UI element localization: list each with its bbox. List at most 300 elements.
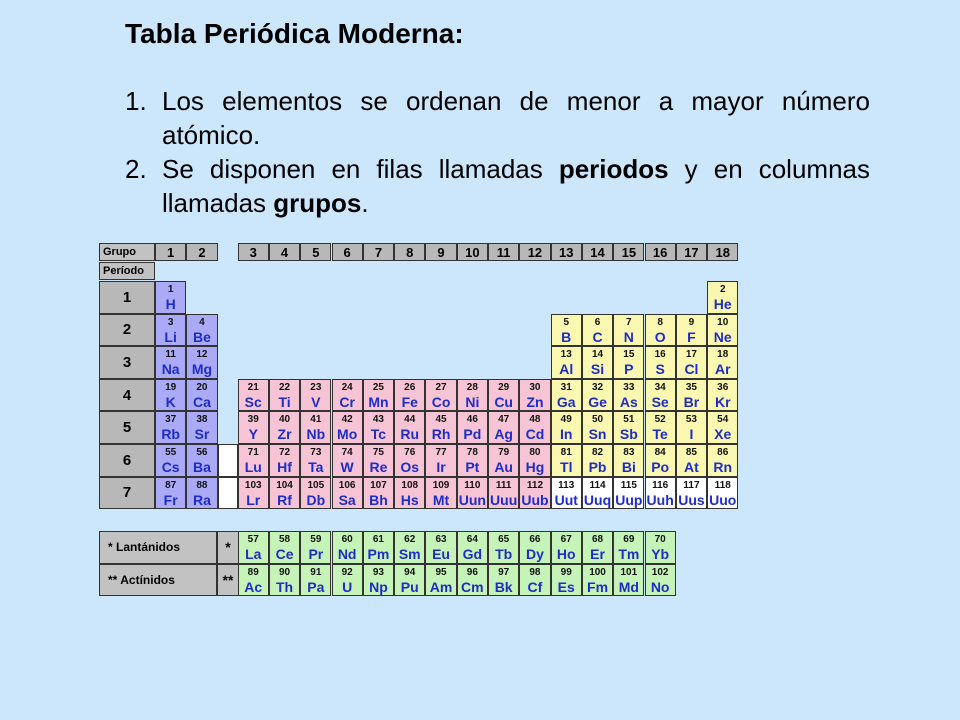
element-symbol: Uuh bbox=[646, 491, 674, 508]
element-symbol: Pr bbox=[308, 546, 324, 562]
element-Te bbox=[645, 411, 676, 444]
placeholder-cell-7 bbox=[218, 477, 238, 510]
element-Zr bbox=[269, 411, 300, 444]
atomic-number: 34 bbox=[654, 381, 666, 393]
element-symbol: Cu bbox=[494, 393, 513, 410]
element-Tm bbox=[613, 531, 644, 564]
element-symbol: Po bbox=[651, 459, 670, 475]
element-Br bbox=[676, 379, 707, 412]
element-symbol: Uus bbox=[678, 491, 705, 508]
atomic-number: 43 bbox=[372, 414, 384, 426]
atomic-number: 33 bbox=[623, 381, 635, 393]
element-symbol: Gd bbox=[462, 546, 483, 562]
atomic-number: 41 bbox=[310, 414, 322, 426]
element-symbol: Ac bbox=[244, 578, 263, 595]
element-Fr bbox=[155, 477, 186, 510]
element-symbol: Ar bbox=[714, 361, 731, 378]
element-symbol: Bh bbox=[369, 491, 388, 508]
element-As bbox=[613, 379, 644, 412]
element-symbol: Np bbox=[369, 578, 388, 595]
atomic-number: 67 bbox=[560, 534, 572, 545]
element-Pb bbox=[582, 444, 613, 477]
element-Se bbox=[645, 379, 676, 412]
atomic-number: 110 bbox=[464, 479, 481, 491]
element-symbol: Uun bbox=[458, 491, 486, 508]
element-symbol: B bbox=[561, 328, 572, 345]
element-U bbox=[332, 564, 363, 597]
element-H bbox=[155, 281, 186, 314]
atomic-number: 63 bbox=[435, 534, 447, 545]
atomic-number: 22 bbox=[278, 381, 291, 393]
element-Np bbox=[363, 564, 394, 597]
element-Es bbox=[551, 564, 582, 597]
atomic-number: 78 bbox=[466, 447, 478, 458]
atomic-number: 80 bbox=[529, 447, 541, 458]
group-header-5: 5 bbox=[300, 243, 331, 261]
atomic-number: 74 bbox=[341, 447, 353, 458]
element-symbol: As bbox=[619, 393, 638, 410]
element-Ra bbox=[186, 477, 217, 510]
element-symbol: Nb bbox=[306, 426, 326, 443]
element-symbol: Tc bbox=[370, 426, 387, 443]
atomic-number: 14 bbox=[591, 349, 604, 361]
atomic-number: 98 bbox=[529, 566, 541, 578]
atomic-number: 39 bbox=[247, 414, 259, 426]
group-header-2: 2 bbox=[186, 243, 217, 261]
element-symbol: Sr bbox=[194, 426, 210, 443]
atomic-number: 42 bbox=[341, 414, 353, 426]
element-I bbox=[676, 411, 707, 444]
element-Ac bbox=[238, 564, 269, 597]
atomic-number: 19 bbox=[165, 381, 177, 393]
element-symbol: Th bbox=[275, 578, 294, 595]
group-header-6: 6 bbox=[332, 243, 363, 261]
element-symbol: Xe bbox=[714, 426, 732, 443]
atomic-number: 94 bbox=[404, 566, 416, 578]
element-Uuu bbox=[488, 477, 519, 510]
element-Nd bbox=[332, 531, 363, 564]
atomic-number: 45 bbox=[435, 414, 447, 426]
element-S bbox=[645, 346, 676, 379]
atomic-number: 27 bbox=[435, 381, 447, 393]
element-symbol: Be bbox=[192, 328, 211, 345]
element-F bbox=[676, 314, 707, 347]
atomic-number: 55 bbox=[165, 447, 177, 458]
element-Dy bbox=[519, 531, 550, 564]
atomic-number: 118 bbox=[714, 479, 731, 491]
element-symbol: Uuq bbox=[583, 491, 612, 508]
element-Md bbox=[613, 564, 644, 597]
element-Ti bbox=[269, 379, 300, 412]
element-Ag bbox=[488, 411, 519, 444]
atomic-number: 36 bbox=[717, 381, 729, 393]
element-symbol: Sn bbox=[588, 426, 607, 443]
element-In bbox=[551, 411, 582, 444]
element-symbol: F bbox=[687, 328, 696, 345]
element-symbol: Uut bbox=[554, 491, 578, 508]
element-symbol: Tl bbox=[560, 459, 573, 475]
element-Uus bbox=[676, 477, 707, 510]
atomic-number: 76 bbox=[404, 447, 416, 458]
element-Si bbox=[582, 346, 613, 379]
atomic-number: 11 bbox=[165, 349, 176, 361]
atomic-number: 46 bbox=[466, 414, 478, 426]
element-Fe bbox=[394, 379, 425, 412]
element-Rh bbox=[425, 411, 456, 444]
atomic-number: 26 bbox=[404, 381, 416, 393]
point-2-number: 2. bbox=[125, 154, 147, 184]
element-Mn bbox=[363, 379, 394, 412]
series-star-lanthanides: * bbox=[217, 531, 239, 564]
atomic-number: 64 bbox=[466, 534, 478, 545]
element-symbol: V bbox=[311, 393, 321, 410]
period-header-label: Período bbox=[99, 262, 155, 280]
element-symbol: Br bbox=[683, 393, 700, 410]
element-symbol: Zr bbox=[277, 426, 292, 443]
element-symbol: Sa bbox=[338, 491, 356, 508]
atomic-number: 107 bbox=[370, 479, 387, 491]
atomic-number: 25 bbox=[372, 381, 384, 393]
atomic-number: 109 bbox=[432, 479, 450, 491]
atomic-number: 113 bbox=[558, 479, 575, 491]
atomic-number: 85 bbox=[685, 447, 697, 458]
element-Uun bbox=[457, 477, 488, 510]
element-symbol: Yb bbox=[651, 546, 670, 562]
element-K bbox=[155, 379, 186, 412]
element-symbol: Si bbox=[590, 361, 605, 378]
atomic-number: 18 bbox=[717, 349, 729, 361]
element-symbol: Rb bbox=[161, 426, 180, 443]
atomic-number: 82 bbox=[591, 447, 604, 458]
element-symbol: Ce bbox=[275, 546, 294, 562]
element-Bi bbox=[613, 444, 644, 477]
element-Re bbox=[363, 444, 394, 477]
element-symbol: Cm bbox=[461, 578, 484, 595]
element-Nb bbox=[300, 411, 331, 444]
atomic-number: 91 bbox=[310, 566, 322, 578]
atomic-number: 83 bbox=[623, 447, 635, 458]
atomic-number: 23 bbox=[310, 381, 322, 393]
element-Pt bbox=[457, 444, 488, 477]
atomic-number: 89 bbox=[247, 566, 259, 578]
element-symbol: N bbox=[623, 328, 634, 345]
element-symbol: Er bbox=[590, 546, 605, 562]
element-Uup bbox=[613, 477, 644, 510]
element-Au bbox=[488, 444, 519, 477]
element-Sc bbox=[238, 379, 269, 412]
element-Bh bbox=[363, 477, 394, 510]
atomic-number: 59 bbox=[310, 534, 322, 545]
element-symbol: Al bbox=[559, 361, 574, 378]
element-symbol: Zn bbox=[526, 393, 544, 410]
atomic-number: 71 bbox=[247, 447, 259, 458]
element-Cs bbox=[155, 444, 186, 477]
group-header-16: 16 bbox=[645, 243, 676, 261]
element-symbol: Li bbox=[164, 328, 177, 345]
atomic-number: 73 bbox=[310, 447, 322, 458]
element-Zn bbox=[519, 379, 550, 412]
atomic-number: 9 bbox=[688, 316, 695, 328]
element-Rn bbox=[707, 444, 738, 477]
element-symbol: Sc bbox=[244, 393, 262, 410]
element-Cd bbox=[519, 411, 550, 444]
element-Cu bbox=[488, 379, 519, 412]
element-C bbox=[582, 314, 613, 347]
element-Mo bbox=[332, 411, 363, 444]
atomic-number: 88 bbox=[196, 479, 208, 491]
element-symbol: Uup bbox=[615, 491, 643, 508]
series-star-actinides: ** bbox=[217, 564, 239, 597]
group-header-4: 4 bbox=[269, 243, 300, 261]
element-Yb bbox=[645, 531, 676, 564]
atomic-number: 103 bbox=[244, 479, 262, 491]
element-He bbox=[707, 281, 738, 314]
atomic-number: 31 bbox=[560, 381, 572, 393]
element-Mg bbox=[186, 346, 217, 379]
series-label-lanthanides: * Lantánidos bbox=[99, 531, 217, 564]
atomic-number: 115 bbox=[620, 479, 637, 491]
element-At bbox=[676, 444, 707, 477]
element-symbol: He bbox=[713, 296, 732, 312]
element-Cr bbox=[332, 379, 363, 412]
atomic-number: 52 bbox=[654, 414, 666, 426]
atomic-number: 49 bbox=[560, 414, 572, 426]
element-symbol: Ti bbox=[278, 393, 291, 410]
element-symbol: Cd bbox=[525, 426, 545, 443]
element-symbol: Mg bbox=[191, 361, 213, 378]
element-Sa bbox=[332, 477, 363, 510]
element-symbol: Na bbox=[161, 361, 180, 378]
atomic-number: 4 bbox=[199, 316, 205, 328]
element-symbol: Sb bbox=[619, 426, 638, 443]
group-header-1: 1 bbox=[155, 243, 186, 261]
atomic-number: 13 bbox=[560, 349, 572, 361]
atomic-number: 102 bbox=[651, 566, 669, 578]
element-symbol: Cl bbox=[684, 361, 699, 378]
element-symbol: U bbox=[342, 578, 353, 595]
element-symbol: Fe bbox=[401, 393, 418, 410]
atomic-number: 32 bbox=[591, 381, 604, 393]
element-Ar bbox=[707, 346, 738, 379]
element-symbol: Tb bbox=[495, 546, 513, 562]
element-Gd bbox=[457, 531, 488, 564]
element-symbol: Dy bbox=[525, 546, 544, 562]
element-symbol: Ru bbox=[400, 426, 420, 443]
element-Cm bbox=[457, 564, 488, 597]
element-symbol: Mo bbox=[337, 426, 358, 443]
element-symbol: Ho bbox=[556, 546, 576, 562]
element-Er bbox=[582, 531, 613, 564]
element-symbol: Ta bbox=[308, 459, 324, 475]
point-1-text: Los elementos se ordenan de menor a mayor número atómico. bbox=[162, 86, 870, 150]
element-symbol: Db bbox=[306, 491, 326, 508]
element-symbol: Sm bbox=[398, 546, 421, 562]
element-Ho bbox=[551, 531, 582, 564]
element-symbol: W bbox=[340, 459, 354, 475]
atomic-number: 50 bbox=[591, 414, 604, 426]
element-symbol: Pm bbox=[367, 546, 390, 562]
element-Pu bbox=[394, 564, 425, 597]
atomic-number: 29 bbox=[498, 381, 510, 393]
atomic-number: 117 bbox=[683, 479, 700, 491]
element-symbol: Pb bbox=[588, 459, 607, 475]
atomic-number: 101 bbox=[620, 566, 638, 578]
element-Tc bbox=[363, 411, 394, 444]
element-Th bbox=[269, 564, 300, 597]
element-symbol: Mt bbox=[432, 491, 450, 508]
element-Po bbox=[645, 444, 676, 477]
element-symbol: Hg bbox=[525, 459, 545, 475]
element-symbol: Fr bbox=[163, 491, 178, 508]
atomic-number: 79 bbox=[498, 447, 510, 458]
element-W bbox=[332, 444, 363, 477]
group-header-label: Grupo bbox=[99, 243, 155, 261]
element-Y bbox=[238, 411, 269, 444]
atomic-number: 3 bbox=[167, 316, 174, 328]
point-2-text-post: . bbox=[361, 188, 369, 218]
element-Cl bbox=[676, 346, 707, 379]
element-Sn bbox=[582, 411, 613, 444]
group-header-12: 12 bbox=[519, 243, 550, 261]
element-Kr bbox=[707, 379, 738, 412]
periodos-term: periodos bbox=[558, 154, 669, 184]
element-La bbox=[238, 531, 269, 564]
atomic-number: 12 bbox=[196, 349, 208, 361]
element-symbol: Pt bbox=[465, 459, 480, 475]
point-2 bbox=[125, 152, 870, 220]
atomic-number: 105 bbox=[307, 479, 325, 491]
element-symbol: Eu bbox=[432, 546, 450, 562]
atomic-number: 53 bbox=[685, 414, 697, 426]
atomic-number: 97 bbox=[498, 566, 510, 578]
element-symbol: Tm bbox=[618, 546, 640, 562]
element-symbol: Bi bbox=[621, 459, 636, 475]
element-Ni bbox=[457, 379, 488, 412]
element-symbol: Fm bbox=[587, 578, 609, 595]
element-Tb bbox=[488, 531, 519, 564]
element-symbol: O bbox=[654, 328, 666, 345]
element-symbol: Te bbox=[652, 426, 668, 443]
atomic-number: 84 bbox=[654, 447, 666, 458]
element-symbol: Mn bbox=[368, 393, 389, 410]
atomic-number: 81 bbox=[560, 447, 572, 458]
atomic-number: 68 bbox=[591, 534, 604, 545]
element-symbol: Ba bbox=[192, 459, 211, 475]
element-symbol: Pa bbox=[307, 578, 325, 595]
element-symbol: Y bbox=[248, 426, 258, 443]
element-symbol: K bbox=[165, 393, 176, 410]
group-header-14: 14 bbox=[582, 243, 613, 261]
element-Bk bbox=[488, 564, 519, 597]
period-label-7: 7 bbox=[99, 477, 155, 510]
element-symbol: Nd bbox=[337, 546, 357, 562]
element-P bbox=[613, 346, 644, 379]
element-Al bbox=[551, 346, 582, 379]
element-Hs bbox=[394, 477, 425, 510]
point-1-number: 1. bbox=[125, 86, 147, 116]
element-symbol: Se bbox=[651, 393, 669, 410]
atomic-number: 54 bbox=[717, 414, 729, 426]
atomic-number: 66 bbox=[529, 534, 541, 545]
grupos-term: grupos bbox=[273, 188, 362, 218]
atomic-number: 96 bbox=[466, 566, 478, 578]
element-symbol: Bk bbox=[494, 578, 513, 595]
atomic-number: 16 bbox=[654, 349, 666, 361]
atomic-number: 5 bbox=[563, 316, 570, 328]
atomic-number: 108 bbox=[401, 479, 419, 491]
element-symbol: H bbox=[165, 296, 176, 312]
element-Sm bbox=[394, 531, 425, 564]
element-Rf bbox=[269, 477, 300, 510]
element-Uut bbox=[551, 477, 582, 510]
element-Uub bbox=[519, 477, 550, 510]
atomic-number: 104 bbox=[276, 479, 293, 491]
atomic-number: 93 bbox=[372, 566, 384, 578]
element-Ca bbox=[186, 379, 217, 412]
element-B bbox=[551, 314, 582, 347]
atomic-number: 35 bbox=[685, 381, 697, 393]
atomic-number: 100 bbox=[589, 566, 606, 578]
atomic-number: 48 bbox=[529, 414, 541, 426]
atomic-number: 37 bbox=[165, 414, 177, 426]
element-symbol: Kr bbox=[714, 393, 731, 410]
atomic-number: 60 bbox=[341, 534, 353, 545]
element-Sr bbox=[186, 411, 217, 444]
element-symbol: In bbox=[560, 426, 573, 443]
element-symbol: Ga bbox=[556, 393, 576, 410]
atomic-number: 28 bbox=[466, 381, 478, 393]
atomic-number: 116 bbox=[652, 479, 669, 491]
group-header-18: 18 bbox=[707, 243, 738, 261]
element-symbol: Rf bbox=[277, 491, 292, 508]
element-symbol: La bbox=[245, 546, 262, 562]
element-Sb bbox=[613, 411, 644, 444]
element-Hf bbox=[269, 444, 300, 477]
element-symbol: Pd bbox=[463, 426, 482, 443]
point-2-text-pre: Se disponen en filas llamadas bbox=[162, 154, 559, 184]
element-N bbox=[613, 314, 644, 347]
atomic-number: 65 bbox=[498, 534, 510, 545]
atomic-number: 75 bbox=[372, 447, 384, 458]
element-symbol: Ca bbox=[192, 393, 211, 410]
element-Pd bbox=[457, 411, 488, 444]
element-symbol: S bbox=[655, 361, 665, 378]
element-Lr bbox=[238, 477, 269, 510]
group-header-9: 9 bbox=[425, 243, 456, 261]
element-Ir bbox=[425, 444, 456, 477]
element-Be bbox=[186, 314, 217, 347]
element-symbol: P bbox=[624, 361, 634, 378]
group-header-7: 7 bbox=[363, 243, 394, 261]
element-symbol: No bbox=[650, 578, 670, 595]
element-Rb bbox=[155, 411, 186, 444]
series-label-actinides: ** Actínidos bbox=[99, 564, 217, 597]
atomic-number: 17 bbox=[685, 349, 697, 361]
element-symbol: Cr bbox=[339, 393, 355, 410]
atomic-number: 106 bbox=[338, 479, 356, 491]
point-2-text-mid: y en columnas llamadas bbox=[162, 154, 870, 218]
atomic-number: 30 bbox=[529, 381, 541, 393]
atomic-number: 86 bbox=[717, 447, 729, 458]
element-symbol: Pu bbox=[400, 578, 419, 595]
element-O bbox=[645, 314, 676, 347]
atomic-number: 20 bbox=[196, 381, 208, 393]
element-Ta bbox=[300, 444, 331, 477]
element-symbol: Ne bbox=[713, 328, 732, 345]
element-Uuq bbox=[582, 477, 613, 510]
element-Pa bbox=[300, 564, 331, 597]
atomic-number: 72 bbox=[278, 447, 291, 458]
